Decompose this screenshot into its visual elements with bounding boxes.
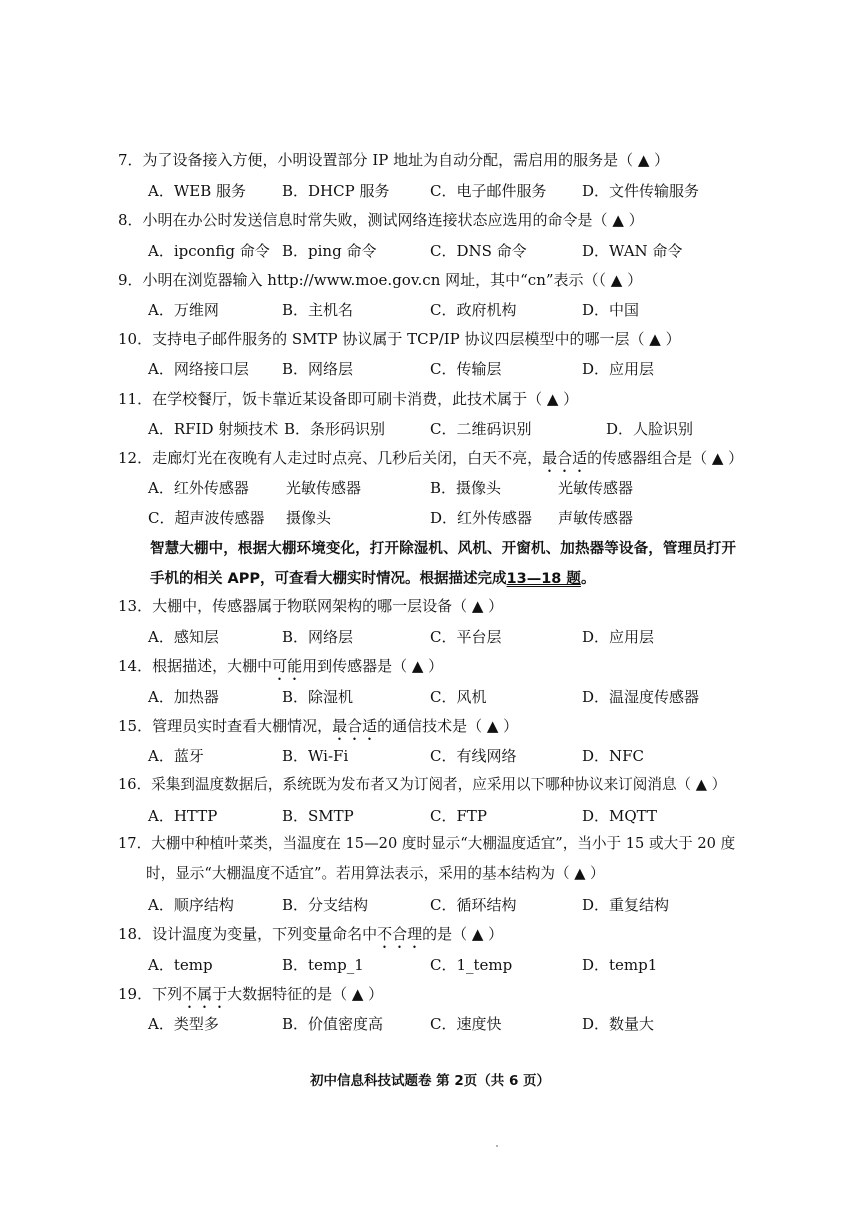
option-c: C．速度快	[430, 1015, 502, 1033]
emphasis-text: 可能	[272, 657, 303, 675]
emphasis-text: 不属于	[182, 985, 228, 1003]
option-b: B．网络层	[282, 628, 354, 646]
option-c: C．二维码识别	[430, 420, 532, 438]
question-13: 13．大棚中，传感器属于物联网架构的哪一层设备（ ▲ ）	[118, 597, 504, 615]
question-10: 10．支持电子邮件服务的 SMTP 协议属于 TCP/IP 协议四层模型中的哪一层（ ▲ ）	[118, 330, 681, 348]
question-9: 9．小明在浏览器输入 http://www.moe.gov.cn 网址，其中“cn”表示（（ ▲ ）	[118, 271, 643, 289]
question-11-options	[148, 418, 748, 440]
option-a: A．WEB 服务	[148, 182, 246, 200]
option-b: B．摄像头	[430, 479, 502, 497]
option-d-second: 声敏传感器	[558, 509, 634, 527]
question-14-options	[148, 686, 748, 708]
option-b: B．条形码识别	[284, 420, 386, 438]
question-14: 14．根据描述，大棚中可能用到传感器是（ ▲ ）	[118, 657, 444, 675]
option-d: D．数量大	[582, 1015, 655, 1033]
option-d: D．temp1	[582, 956, 658, 974]
option-d: D．红外传感器	[430, 509, 533, 527]
question-12-options-row-1	[148, 477, 748, 499]
option-d: D．应用层	[582, 360, 655, 378]
question-8-options	[148, 240, 748, 262]
option-b: B．除湿机	[282, 688, 354, 706]
question-7-options	[148, 180, 748, 202]
question-18-options	[148, 954, 748, 976]
option-c: C．风机	[430, 688, 487, 706]
option-d: D．重复结构	[582, 896, 670, 914]
question-13-options	[148, 626, 748, 648]
option-c: C．循环结构	[430, 896, 517, 914]
option-a: A．RFID 射频技术	[148, 420, 279, 438]
option-c: C．电子邮件服务	[430, 182, 547, 200]
question-16: 16．采集到温度数据后，系统既为发布者又为订阅者，应采用以下哪种协议来订阅消息（ ▲ ）	[118, 776, 727, 793]
emphasis-text: 最合适	[542, 449, 588, 467]
option-d: D．中国	[582, 301, 640, 319]
question-17-options	[148, 894, 748, 916]
question-18: 18．设计温度为变量，下列变量命名中不合理的是（ ▲ ）	[118, 925, 504, 943]
option-b: B．ping 命令	[282, 242, 377, 260]
option-c: C．1_temp	[430, 956, 513, 974]
option-b: B．分支结构	[282, 896, 369, 914]
option-b-second: 光敏传感器	[558, 479, 634, 497]
option-a: A．顺序结构	[148, 896, 234, 914]
option-d: D．人脸识别	[606, 420, 694, 438]
option-a-second: 光敏传感器	[286, 479, 362, 497]
option-c: C．DNS 命令	[430, 242, 527, 260]
option-c: C．平台层	[430, 628, 502, 646]
option-d: D．MQTT	[582, 807, 657, 825]
option-a: A．HTTP	[148, 807, 218, 825]
option-b: B．DHCP 服务	[282, 182, 390, 200]
question-17: 17．大棚中种植叶菜类，当温度在 15—20 度时显示“大棚温度适宜”，当小于 15 或大于 20 度时，显示“大棚温度不适宜”。若用算法表示，采用的基本结构为（ ▲ ）	[118, 835, 736, 882]
option-d: D．NFC	[582, 747, 645, 765]
emphasis-text: 最合适	[332, 717, 378, 735]
option-b: B．价值密度高	[282, 1015, 384, 1033]
option-d: D．文件传输服务	[582, 182, 700, 200]
question-16-options	[148, 805, 748, 827]
option-b: B．网络层	[282, 360, 354, 378]
question-8: 8．小明在办公时发送信息时常失败，测试网络连接状态应选用的命令是（ ▲ ）	[118, 211, 644, 229]
option-c: C．有线网络	[430, 747, 517, 765]
question-9-options	[148, 299, 748, 321]
emphasis-text: 不合理	[377, 925, 423, 943]
option-d: D．应用层	[582, 628, 655, 646]
option-a: A．temp	[148, 956, 213, 974]
option-a: A．类型多	[148, 1015, 219, 1033]
question-10-options	[148, 358, 748, 380]
option-a: A．红外传感器	[148, 479, 249, 497]
option-b: B．主机名	[282, 301, 354, 319]
option-c-second: 摄像头	[286, 509, 332, 527]
option-b: B．temp_1	[282, 956, 364, 974]
option-d: D．温湿度传感器	[582, 688, 700, 706]
option-a: A．万维网	[148, 301, 219, 319]
option-a: A．ipconfig 命令	[148, 242, 270, 260]
option-a: A．网络接口层	[148, 360, 249, 378]
scenario-intro: 智慧大棚中，根据大棚环境变化，打开除湿机、风机、开窗机、加热器等设备，管理员打开手机的相关 APP，可查看大棚实时情况。根据描述完成13—18 题。	[150, 541, 736, 587]
question-15: 15．管理员实时查看大棚情况，最合适的通信技术是（ ▲ ）	[118, 717, 519, 735]
scan-speck	[496, 1145, 498, 1147]
option-b: B．SMTP	[282, 807, 354, 825]
question-19: 19．下列不属于大数据特征的是（ ▲ ）	[118, 985, 384, 1003]
question-19-options	[148, 1013, 748, 1035]
question-15-options	[148, 745, 748, 767]
question-12-options-row-2	[148, 507, 748, 529]
page-footer: 初中信息科技试题卷 第 2页（共 6 页）	[309, 1073, 551, 1089]
question-11: 11．在学校餐厅，饭卡靠近某设备即可刷卡消费，此技术属于（ ▲ ）	[118, 390, 579, 408]
question-7: 7．为了设备接入方便，小明设置部分 IP 地址为自动分配，需启用的服务是（ ▲ ）	[118, 151, 670, 169]
option-c: C．政府机构	[430, 301, 517, 319]
option-a: A．感知层	[148, 628, 219, 646]
option-c: C．超声波传感器	[148, 509, 265, 527]
option-b: B．Wi-Fi	[282, 747, 349, 765]
option-a: A．加热器	[148, 688, 219, 706]
option-a: A．蓝牙	[148, 747, 204, 765]
option-c: C．传输层	[430, 360, 502, 378]
option-c: C．FTP	[430, 807, 487, 825]
option-d: D．WAN 命令	[582, 242, 683, 260]
question-range-ref: 13—18 题	[506, 571, 581, 587]
question-12: 12．走廊灯光在夜晚有人走过时点亮、几秒后关闭，白天不亮，最合适的传感器组合是（ ▲ ）	[118, 449, 744, 467]
